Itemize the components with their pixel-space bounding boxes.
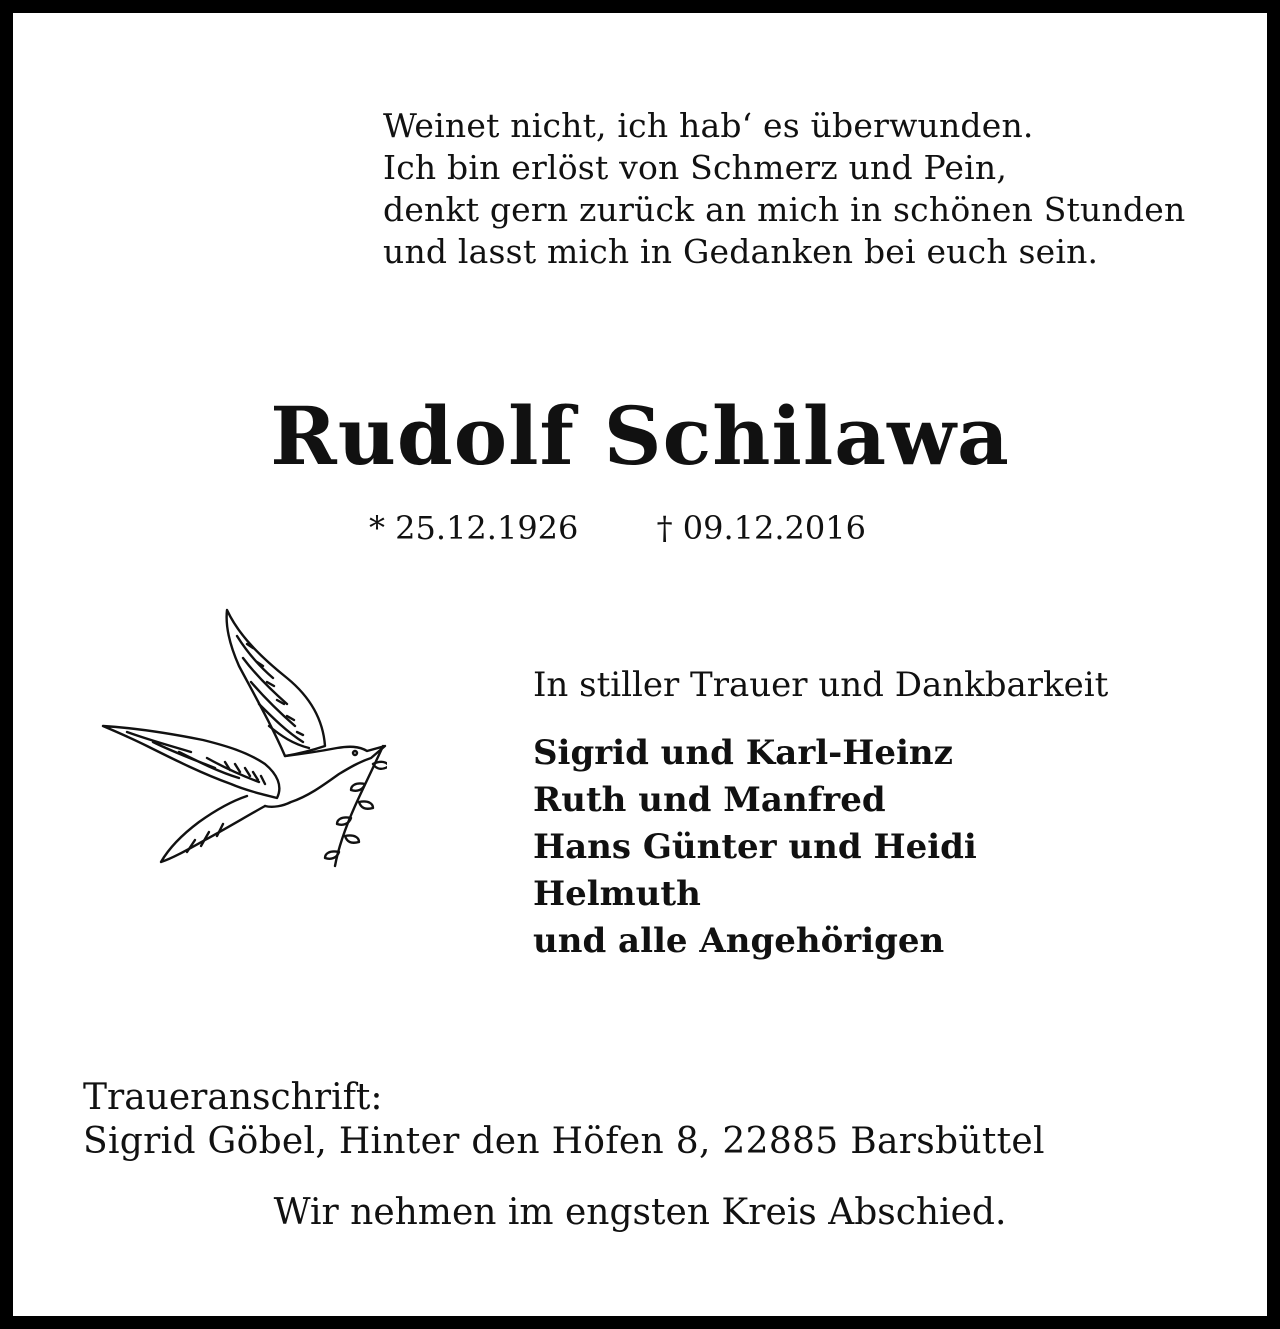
family-member: und alle Angehörigen — [533, 921, 945, 961]
poem — [383, 105, 1263, 273]
address-label: Traueranschrift: — [83, 1077, 383, 1118]
family-member: Sigrid und Karl-Heinz — [533, 733, 953, 773]
dove-with-olive-branch-icon — [87, 596, 387, 876]
poem-line: Ich bin erlöst von Schmerz und Pein, — [383, 148, 1008, 187]
poem-line: und lasst mich in Gedanken bei euch sein. — [383, 232, 1099, 271]
poem-line: Weinet nicht, ich hab‘ es überwunden. — [383, 106, 1034, 145]
deceased-name: Rudolf Schilawa — [270, 389, 1010, 483]
family-member: Hans Günter und Heidi — [533, 827, 977, 867]
farewell-line: Wir nehmen im engsten Kreis Abschied. — [273, 1192, 1007, 1233]
death-date: † 09.12.2016 — [656, 509, 866, 547]
mourning-line: In stiller Trauer und Dankbarkeit — [533, 665, 1109, 705]
life-dates — [369, 508, 866, 548]
address-line: Sigrid Göbel, Hinter den Höfen 8, 22885 Barsbüttel — [83, 1121, 1045, 1162]
family-list — [533, 730, 977, 965]
family-member: Helmuth — [533, 874, 701, 914]
poem-line: denkt gern zurück an mich in schönen Stunden — [383, 190, 1186, 229]
birth-date: * 25.12.1926 — [369, 509, 579, 547]
family-member: Ruth und Manfred — [533, 780, 886, 820]
